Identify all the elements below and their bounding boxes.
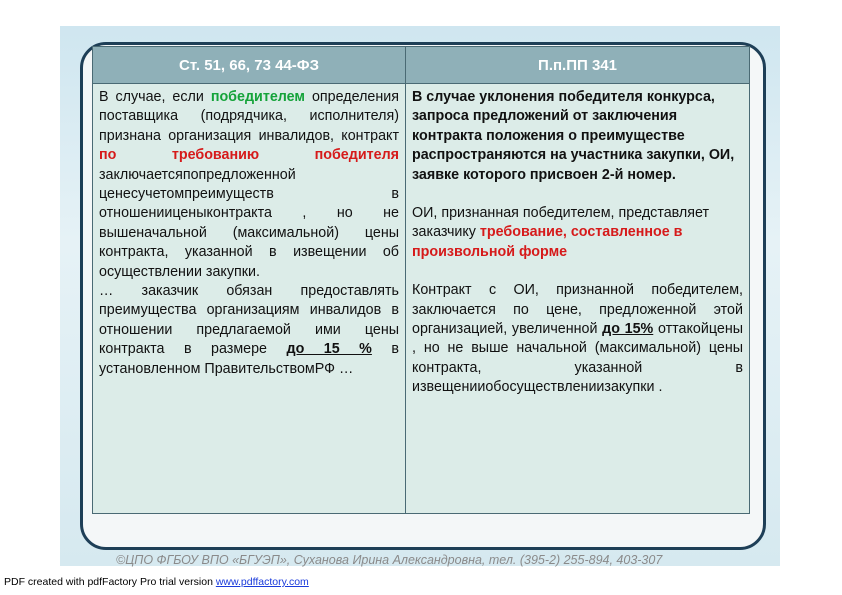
pdf-watermark-line: PDF created with pdfFactory Pro trial version www.pdffactory.com [4, 576, 309, 588]
table-header-row [93, 47, 750, 84]
footer-copyright: ©ЦПО ФГБОУ ВПО «БГУЭП», Суханова Ирина Александровна, тел. (395-2) 255-894, 403-307 [116, 553, 663, 567]
table-row [93, 84, 750, 514]
col1-cell [93, 84, 406, 514]
col2-cell [406, 84, 750, 514]
comparison-table [92, 46, 750, 514]
col1-paragraph-2: … заказчик обязан предоставлять преимущества организациям инвалидов в отношении предлагаемой ими цены контракта в размере до 15 % в установленном ПравительствомРФ … [99, 283, 399, 377]
col2-paragraph-2: ОИ, признанная победителем, представляет заказчику требование, составленное в произвольной форме [412, 205, 710, 260]
col2-paragraph-1: В случае уклонения победителя конкурса, запроса предложений от заключения контракта положения о преимуществе распространяются на участника закупки, ОИ, заявке которого присвоен 2-й номер. [412, 89, 735, 183]
col2-header: П.п.ПП 341 [406, 47, 750, 84]
col2-paragraph-3: Контракт с ОИ, признанной победителем, заключается по цене, предложенной этой организацией, увеличенной до 15% оттакойцены , но не выше начальной (максимальной) цены контракта, указанной в извещенииобосуществлениизакупки . [412, 282, 743, 396]
col1-header: Ст. 51, 66, 73 44-ФЗ [93, 47, 406, 84]
pdffactory-link[interactable]: www.pdffactory.com [215, 576, 309, 588]
col1-paragraph-1: В случае, если победителем определения поставщика (подрядчика, исполнителя) признана организация инвалидов, контракт по требованию победителя заключаетсяпопредложенной ценесучетомпреимуществ в отношенииценыконтракта , но не вышеначальной (максимальной) цены контракта, указанной в извещении об осуществлении закупки. [99, 89, 399, 280]
